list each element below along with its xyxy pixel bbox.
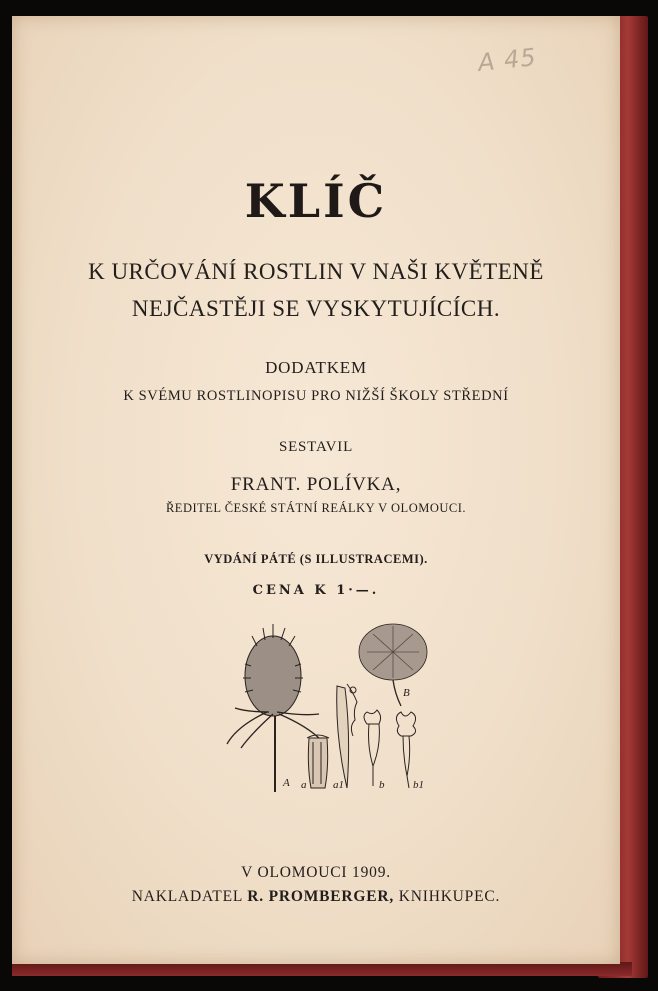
label-a: a <box>301 779 307 791</box>
publisher-prefix: NAKLADATEL <box>131 888 243 905</box>
subtitle-line-1: K URČOVÁNÍ ROSTLIN V NAŠI KVĚTENĚ <box>88 259 544 284</box>
supplement-description: K SVÉMU ROSTLINOPISU PRO NIŽŠÍ ŠKOLY STŘEDNÍ <box>123 388 509 404</box>
supplement-heading: DODATKEM <box>265 358 367 377</box>
publisher-line <box>12 888 620 906</box>
author-position: ŘEDITEL ČESKÉ STÁTNÍ REÁLKY V OLOMOUCI. <box>165 501 467 515</box>
floret-drawing-a <box>307 735 329 788</box>
book-edge <box>12 962 632 976</box>
edition-statement: VYDÁNÍ PÁTÉ (S ILLUSTRACEMI). <box>204 552 428 566</box>
compiled-by-label: SESTAVIL <box>278 439 354 455</box>
price: CENA K 1·—. <box>252 583 380 598</box>
author-name: FRANT. POLÍVKA, <box>230 474 402 495</box>
botanical-illustration <box>207 616 447 796</box>
bract-drawing-a1 <box>337 684 357 788</box>
title-page <box>12 16 620 964</box>
floret-drawing-b <box>364 710 381 786</box>
label-b: b <box>379 779 385 791</box>
book-title: KLÍČ <box>244 174 388 228</box>
publisher-name: R. PROMBERGER, <box>247 888 395 905</box>
place-and-year: V OLOMOUCI 1909. <box>241 864 391 881</box>
label-A: A <box>283 777 290 789</box>
label-a1: a1 <box>333 779 344 791</box>
label-B: B <box>403 687 410 699</box>
scabious-flower-drawing <box>359 624 427 706</box>
publisher-suffix: KNIHKUPEC. <box>398 888 501 905</box>
floret-drawing-b1 <box>396 712 415 788</box>
handwritten-annotation: A 45 <box>476 43 538 77</box>
teasel-plant-drawing <box>227 624 321 792</box>
label-b1: b1 <box>413 779 424 791</box>
subtitle-line-2: NEJČASTĚJI SE VYSKYTUJÍCÍCH. <box>131 296 501 321</box>
